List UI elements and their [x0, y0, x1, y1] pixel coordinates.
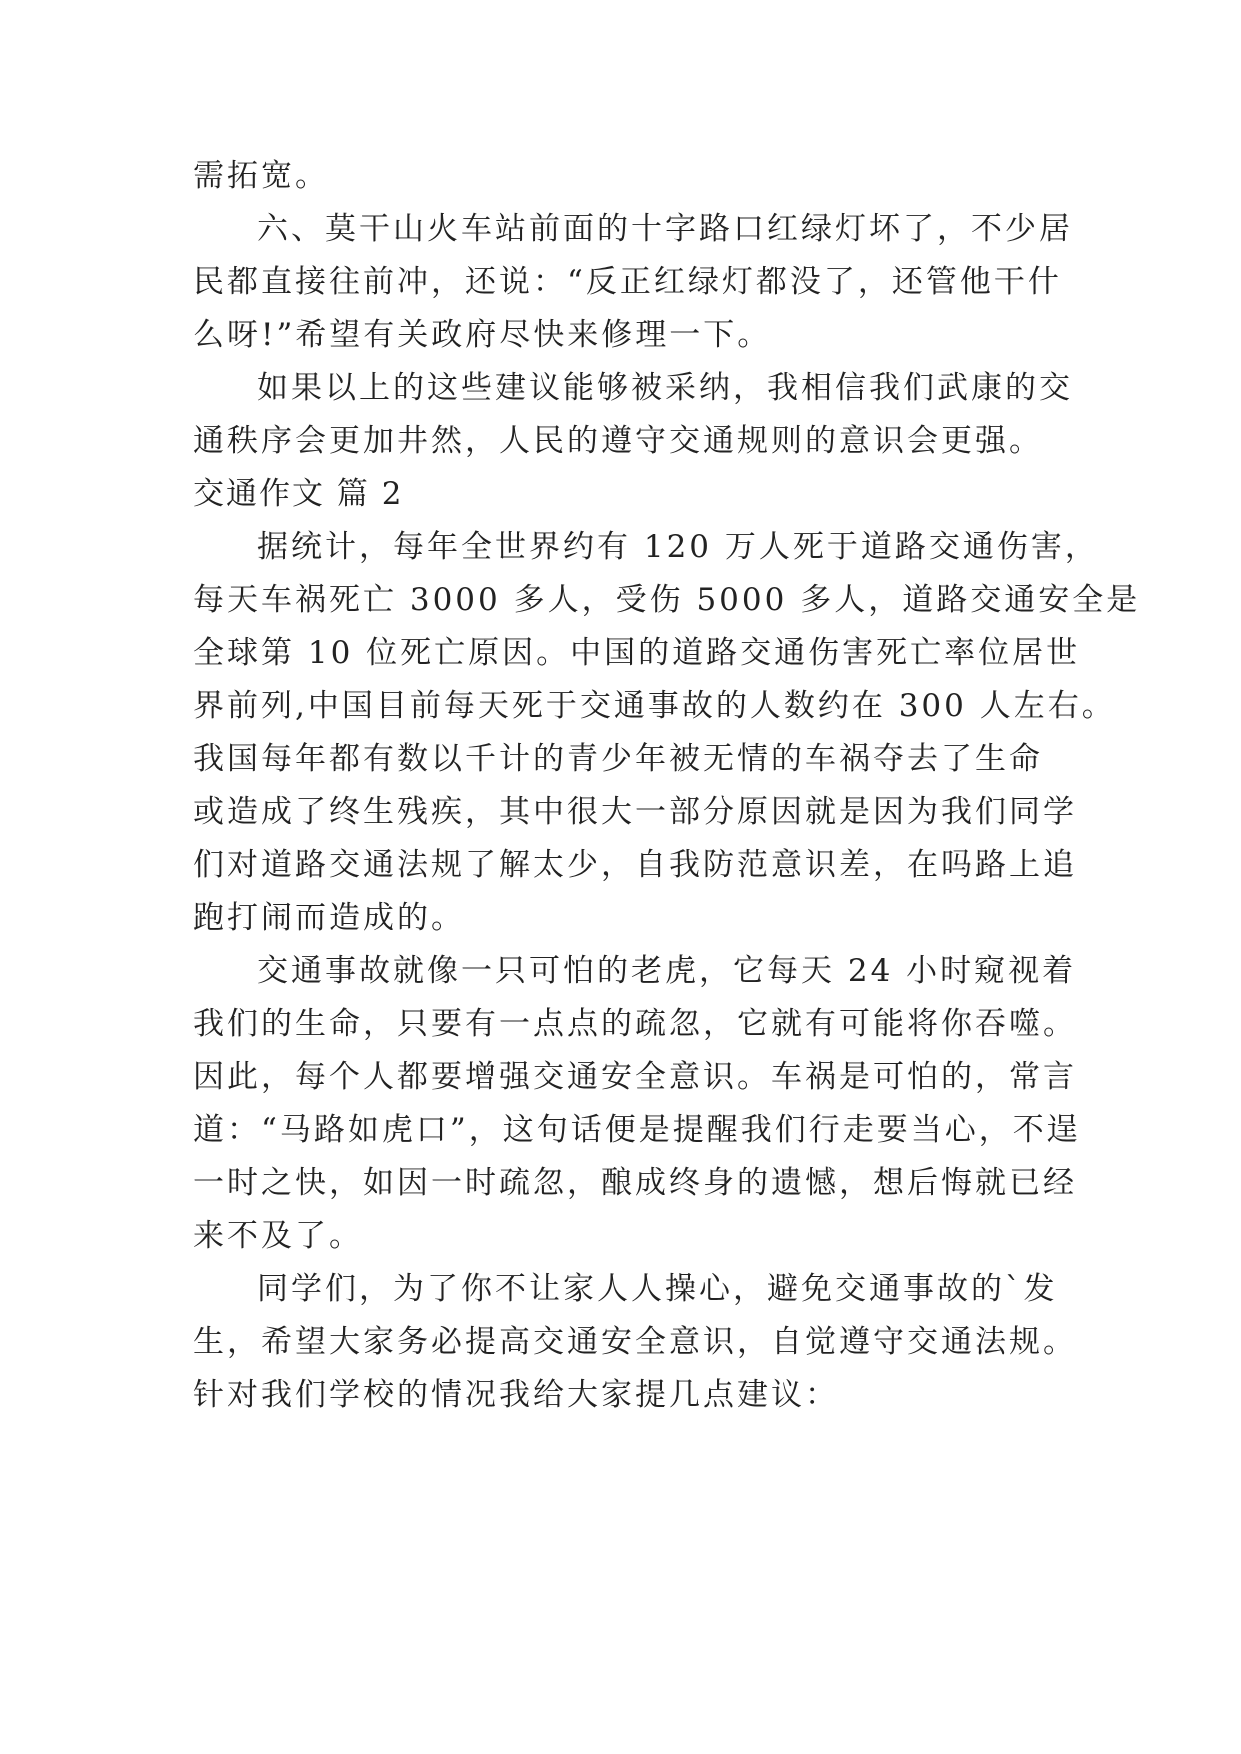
text-line: 需拓宽。 [193, 158, 329, 194]
text-line: 我们的生命，只要有一点点的疏忽，它就有可能将你吞噬。 [193, 1006, 1077, 1042]
text-line: 我国每年都有数以千计的青少年被无情的车祸夺去了生命 [193, 741, 1043, 777]
text-line: 跑打闹而造成的。 [193, 900, 465, 936]
text-line: 全球第 10 位死亡原因。中国的道路交通伤害死亡率位居世 [193, 635, 1081, 671]
section-heading: 交通作文 篇 2 [193, 476, 404, 512]
text-line: 通秩序会更加井然，人民的遵守交通规则的意识会更强。 [193, 423, 1043, 459]
document-page [193, 150, 1141, 1422]
text-line: 们对道路交通法规了解太少，自我防范意识差，在吗路上追 [193, 847, 1077, 883]
text-line: 针对我们学校的情况我给大家提几点建议： [193, 1377, 839, 1413]
text-line: 道：“马路如虎口”，这句话便是提醒我们行走要当心，不逞 [193, 1112, 1081, 1148]
text-line: 或造成了终生残疾，其中很大一部分原因就是因为我们同学 [193, 794, 1077, 830]
text-line: 生，希望大家务必提高交通安全意识，自觉遵守交通法规。 [193, 1324, 1077, 1360]
paragraph-line: 据统计，每年全世界约有 120 万人死于道路交通伤害， [257, 529, 1099, 565]
text-line: 一时之快，如因一时疏忽，酿成终身的遗憾，想后悔就已经 [193, 1165, 1077, 1201]
text-line: 界前列,中国目前每天死于交通事故的人数约在 300 人左右。 [193, 688, 1116, 724]
text-line: 来不及了。 [193, 1218, 363, 1254]
paragraph-line: 同学们，为了你不让家人人操心，避免交通事故的`发 [257, 1271, 1058, 1307]
text-line: 么呀!”希望有关政府尽快来修理一下。 [193, 317, 772, 353]
paragraph-line: 如果以上的这些建议能够被采纳，我相信我们武康的交 [257, 370, 1073, 406]
text-line: 每天车祸死亡 3000 多人，受伤 5000 多人，道路交通安全是 [193, 582, 1141, 618]
text-line: 因此，每个人都要增强交通安全意识。车祸是可怕的，常言 [193, 1059, 1077, 1095]
paragraph-line: 交通事故就像一只可怕的老虎，它每天 24 小时窥视着 [257, 953, 1077, 989]
text-line: 民都直接往前冲，还说：“反正红绿灯都没了，还管他干什 [193, 264, 1062, 300]
paragraph-line: 六、莫干山火车站前面的十字路口红绿灯坏了，不少居 [257, 211, 1073, 247]
